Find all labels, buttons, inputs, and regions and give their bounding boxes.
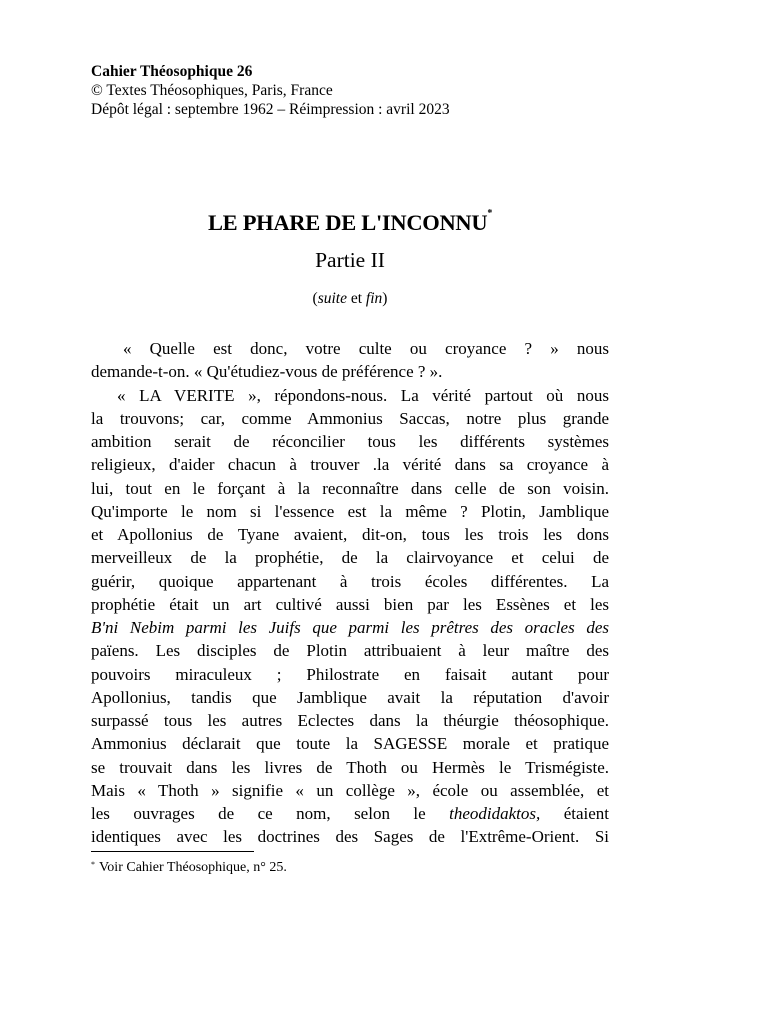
body-line: merveilleux de la prophétie, de la clairvoyance et celui de <box>91 548 609 568</box>
body-line: lui, tout en le forçant à la reconnaître dans celle de son voisin. <box>91 478 609 498</box>
continuation-fin: fin <box>365 290 383 307</box>
footnote-mark: * <box>487 208 493 219</box>
body-line: prophétie était un art cultivé aussi bien par les Essènes et les <box>91 594 609 614</box>
body-line: pouvoirs miraculeux ; Philostrate en faisait autant pour <box>91 664 609 684</box>
body-line: la trouvons; car, comme Ammonius Saccas, notre plus grande <box>91 408 609 428</box>
body-line: païens. Les disciples de Plotin attribuaient à leur maître des <box>91 641 609 661</box>
body-line: « Quelle est donc, votre culte ou croyance ? » nous <box>123 339 609 358</box>
body-line: Mais « Thoth » signifie « un collège », école ou assemblée, et <box>91 780 609 800</box>
body-line: demande-t-on. « Qu'étudiez-vous de préférence ? ». <box>91 362 443 382</box>
body-line: B'ni Nebim parmi les Juifs que parmi les prêtres des oracles des <box>91 618 609 637</box>
series-title: Cahier Théosophique 26 <box>91 63 253 80</box>
body-text <box>91 337 609 849</box>
body-line: religieux, d'aider chacun à trouver .la vérité dans sa croyance à <box>91 455 609 475</box>
footnote <box>91 860 287 876</box>
body-line: identiques avec les doctrines des Sages de l'Extrême-Orient. Si <box>91 827 609 847</box>
footnote-mark: * <box>91 860 95 869</box>
footnote-text: Voir Cahier Théosophique, n° 25. <box>99 860 287 875</box>
continuation-suite: suite <box>317 290 347 307</box>
continuation-et: et <box>346 290 366 307</box>
body-line: les ouvrages de ce nom, selon le theodidaktos, étaient <box>91 804 609 823</box>
copyright-line: © Textes Théosophiques, Paris, France <box>91 82 333 99</box>
body-line: se trouvait dans les livres de Thoth ou Hermès le Trismégiste. <box>91 757 609 777</box>
body-line: et Apollonius de Tyane avaient, dit-on, tous les trois les dons <box>91 525 609 544</box>
legal-deposit-line: Dépôt légal : septembre 1962 – Réimpression : avril 2023 <box>91 101 450 118</box>
body-line: ambition serait de réconcilier tous les différents systèmes <box>91 432 609 451</box>
continuation-note: (suite et fin) <box>312 290 388 307</box>
part-subtitle: Partie II <box>315 248 385 272</box>
colophon <box>91 62 450 119</box>
body-line: « LA VERITE », répondons-nous. La vérité partout où nous <box>117 385 609 405</box>
body-line: Qu'importe le nom si l'essence est la même ? Plotin, Jamblique <box>91 501 609 521</box>
article-title <box>91 210 609 236</box>
body-line: Ammonius déclarait que toute la SAGESSE morale et pratique <box>91 734 609 754</box>
footnote-rule <box>91 851 254 852</box>
body-line: Apollonius, tandis que Jamblique avait la réputation d'avoir <box>91 687 609 707</box>
body-line: guérir, quoique appartenant à trois écoles différentes. La <box>91 571 609 591</box>
body-line: surpassé tous les autres Eclectes dans la théurgie théosophique. <box>91 711 609 730</box>
article-title-text: LE PHARE DE L'INCONNU <box>207 210 488 235</box>
